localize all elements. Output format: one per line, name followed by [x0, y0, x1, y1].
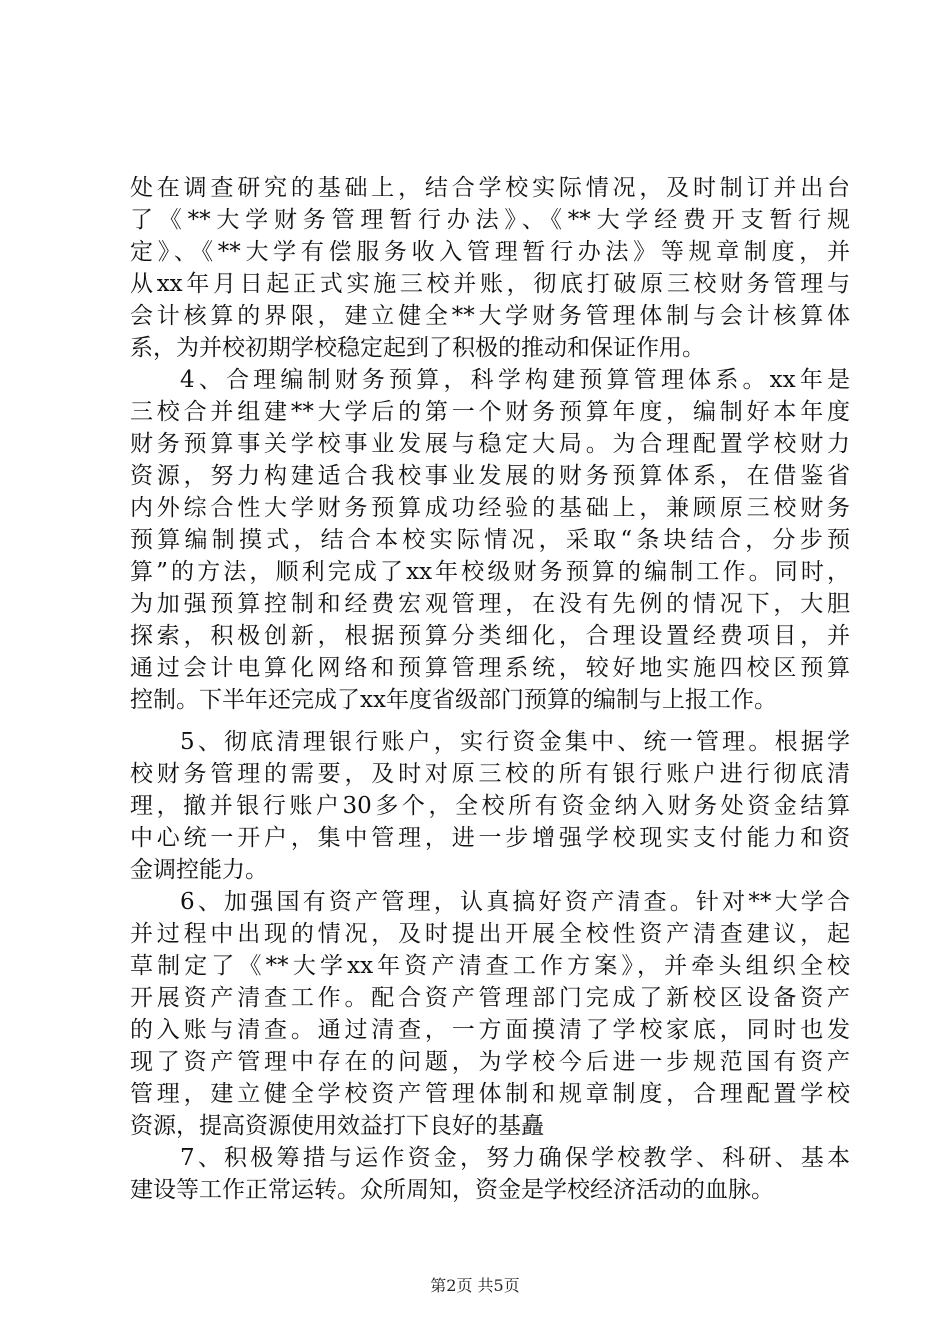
text-line: 通过会计电算化网络和预算管理系统，较好地实施四校区预算	[130, 655, 850, 681]
text-line: 并过程中出现的情况，及时提出开展全校性资产清查建议，起	[130, 921, 850, 947]
text-line: 定》、《**大学有偿服务收入管理暂行办法》等规章制度，并	[130, 239, 850, 265]
text-line: 处在调查研究的基础上，结合学校实际情况，及时制订并出台	[130, 175, 850, 201]
text-line: 金调控能力。	[130, 857, 268, 883]
page-number-footer: 第2页 共5页	[430, 1276, 520, 1295]
text-line: 草制定了《**大学xx年资产清查工作方案》，并牵头组织全校	[130, 953, 850, 979]
text-line: 从xx年月日起正式实施三校并账，彻底打破原三校财务管理与	[130, 271, 850, 297]
text-line: 的入账与清查。通过清查，一方面摸清了学校家底，同时也发	[130, 1017, 850, 1043]
text-line: 建设等工作正常运转。众所周知，资金是学校经济活动的血脉。	[130, 1177, 774, 1203]
text-line: 内外综合性大学财务预算成功经验的基础上，兼顾原三校财务	[130, 495, 850, 521]
text-line: 中心统一开户，集中管理，进一步增强学校现实支付能力和资	[130, 825, 850, 851]
text-line: 预算编制摸式，结合本校实际情况，采取“条块结合，分步预	[130, 527, 850, 553]
text-line: 校财务管理的需要，及时对原三校的所有银行账户进行彻底清	[130, 761, 850, 787]
paragraph-2	[130, 364, 850, 716]
text-line: 会计核算的界限，建立健全**大学财务管理体制与会计核算体	[130, 303, 850, 329]
text-line: 开展资产清查工作。配合资产管理部门完成了新校区设备资产	[130, 985, 850, 1011]
text-line: 算”的方法，顺利完成了xx年校级财务预算的编制工作。同时，	[130, 559, 850, 585]
text-line: 7、积极筹措与运作资金，努力确保学校教学、科研、基本	[180, 1145, 850, 1171]
text-line: 4、合理编制财务预算，科学构建预算管理体系。xx年是	[180, 367, 850, 393]
text-line: 为加强预算控制和经费宏观管理，在没有先例的情况下，大胆	[130, 591, 850, 617]
text-line: 5、彻底清理银行账户，实行资金集中、统一管理。根据学	[180, 729, 850, 755]
text-line: 资源，提高资源使用效益打下良好的基矗	[130, 1113, 544, 1139]
paragraph-5	[130, 1142, 850, 1206]
text-line: 系，为并校初期学校稳定起到了积极的推动和保证作用。	[130, 335, 705, 361]
text-line: 现了资产管理中存在的问题，为学校今后进一步规范国有资产	[130, 1049, 850, 1075]
paragraph-3	[130, 726, 850, 886]
text-line: 6、加强国有资产管理，认真搞好资产清查。针对**大学合	[180, 889, 850, 915]
text-line: 三校合并组建**大学后的第一个财务预算年度，编制好本年度	[130, 399, 850, 425]
text-line: 理，撤并银行账户30多个，全校所有资金纳入财务处资金结算	[130, 793, 850, 819]
paragraph-4	[130, 886, 850, 1142]
text-line: 财务预算事关学校事业发展与稳定大局。为合理配置学校财力	[130, 431, 850, 457]
paragraph-1	[130, 172, 850, 364]
text-line: 管理，建立健全学校资产管理体制和规章制度，合理配置学校	[130, 1081, 850, 1107]
text-line: 探索，积极创新，根据预算分类细化，合理设置经费项目，并	[130, 623, 850, 649]
text-line: 资源，努力构建适合我校事业发展的财务预算体系，在借鉴省	[130, 463, 850, 489]
text-line: 了《**大学财务管理暂行办法》、《**大学经费开支暂行规	[130, 207, 850, 233]
text-line: 控制。下半年还完成了xx年度省级部门预算的编制与上报工作。	[130, 687, 777, 713]
